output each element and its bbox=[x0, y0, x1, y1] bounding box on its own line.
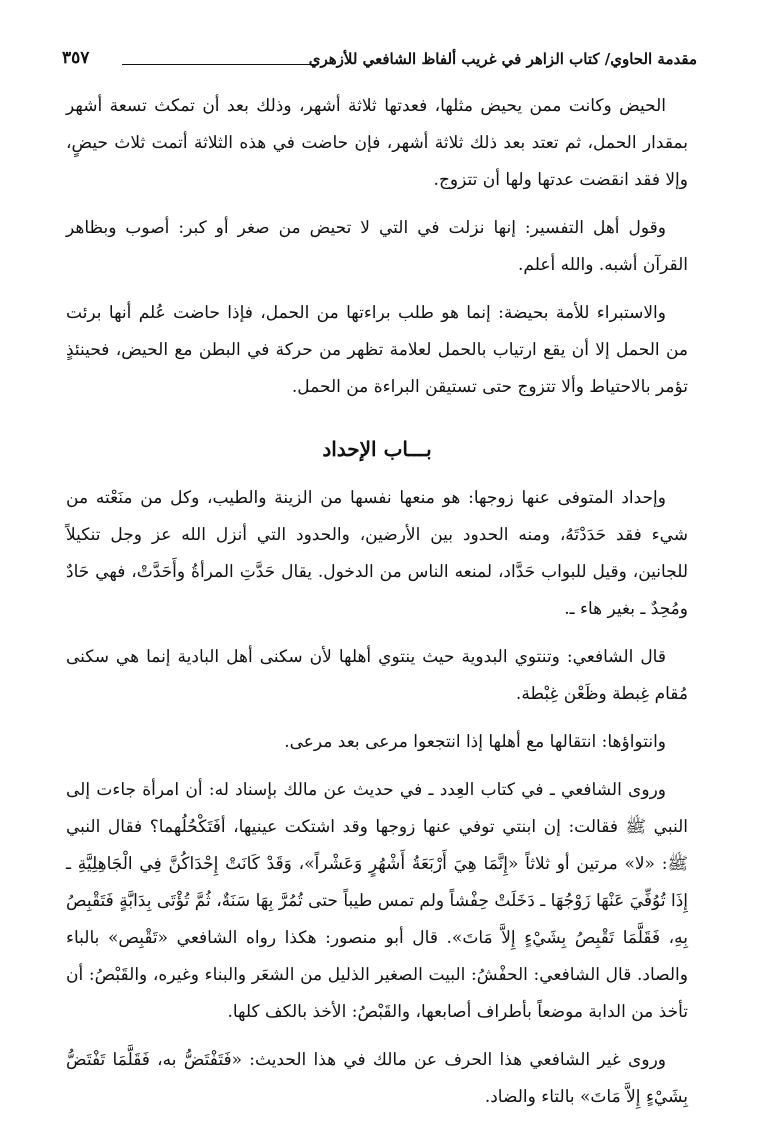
running-title: مقدمة الحاوي/ كتاب الزاهر في غريب ألفاظ الشافعي للأزهري bbox=[308, 50, 697, 68]
running-header bbox=[62, 44, 697, 84]
paragraph: وقول أهل التفسير: إنها نزلت في التي لا تحيض من صغر أو كبر: أصوب وبظاهر القرآن أشبه. والله أعلم. bbox=[66, 218, 688, 275]
header-rule bbox=[122, 64, 314, 65]
page-body bbox=[66, 88, 688, 1127]
paragraph: وروى الشافعي ـ في كتاب العِدد ـ في حديث عن مالك بإسناد له: أن امرأة جاءت إلى النبي ﷺ فقالت: إن ابنتي توفي عنها زوجها وقد اشتكت عينيها، أفَتَكْحُلُهما؟ فقال النبي ﷺ: «لا» مرتين أو ثلاثاً «إِنَّمَا هِيَ أَرْبَعَةُ أَشْهُرٍ وَعَشْراً»، وَقَدْ كَانَتْ إِحْدَاكُنَّ فِي الْجَاهِلِيَّةِ ـ إِذَا تُوُفِّيَ عَنْهَا زَوْجُهَا ـ دَخَلَتْ حِفْشاً ولم تمس طيباً حتى تُمُرَّ بِهَا سَنَةٌ، ثُمَّ تُؤْتَى بِدَابَّةٍ فَتَقْبِصُ بِهِ، فَقَلَّمَا تَقْبِصُ بِشَيْءٍ إِلاَّ مَاتَ». قال أبو منصور: هكذا رواه الشافعي «تَقْبِص» بالباء والصاد. قال الشافعي: الحفْشُ: البيت الصغير الذليل من الشعَر والبناء وغيره، والقَبْصُ: أن تأخذ من الدابة موضعاً بأطراف أصابعها، والقَبْصُ: الأخذ بالكف كلها. bbox=[66, 780, 688, 1022]
section-heading: بـــاب الإحداد bbox=[322, 437, 432, 461]
paragraph: وانتواؤها: انتقالها مع أهلها إذا انتجعوا مرعى بعد مرعى. bbox=[284, 732, 666, 752]
paragraph: قال الشافعي: وتنتوي البدوية حيث ينتوي أهلها لأن سكنى أهل البادية إنما هي سكنى مُقام غِبطة وظَعْن غِبْطة. bbox=[66, 647, 688, 704]
paragraph: وإحداد المتوفى عنها زوجها: هو منعها نفسها من الزينة والطيب، وكل من منَعْته من شيء فقد حَدَدْتَهُ، ومنه الحدود بين الأرضين، والحدود التي أنزل الله عز وجل تنكيلاً للجانين، وقيل للبواب حَدَّاد، لمنعه الناس من الدخول. يقال حَدَّتِ المرأةُ وأَحَدَّتْ، فهي حَادٌ ومُحِدٌ ـ بغير هاء ـ. bbox=[66, 488, 688, 619]
paragraph: والاستبراء للأمة بحيضة: إنما هو طلب براءتها من الحمل، فإذا حاضت عُلم أنها برئت من الحمل إلا أن يقع ارتياب بالحمل لعلامة تظهر من حركة في البطن مع الحيض، فحينئذٍ تؤمر بالاحتياط وألا تتزوج حتى تستيقن البراءة من الحمل. bbox=[66, 303, 688, 397]
paragraph: الحيض وكانت ممن يحيض مثلها، فعدتها ثلاثة أشهر، وذلك بعد أن تمكث تسعة أشهر بمقدار الحمل، ثم تعتد بعد ذلك ثلاثة أشهر، فإن حاضت في هذه الثلاثة أتمت ثلاث حيضٍ، وإلا فقد انقضت عدتها ولها أن تتزوج. bbox=[66, 96, 688, 190]
page-number: ٣٥٧ bbox=[62, 48, 90, 68]
paragraph: وروى غير الشافعي هذا الحرف عن مالك في هذا الحديث: «فَتَفْتَضُّ به، فَقَلَّمَا تَفْتَضُّ بِشَيْءٍ إِلاَّ مَاتَ» بالتاء والضاد. bbox=[66, 1050, 688, 1107]
